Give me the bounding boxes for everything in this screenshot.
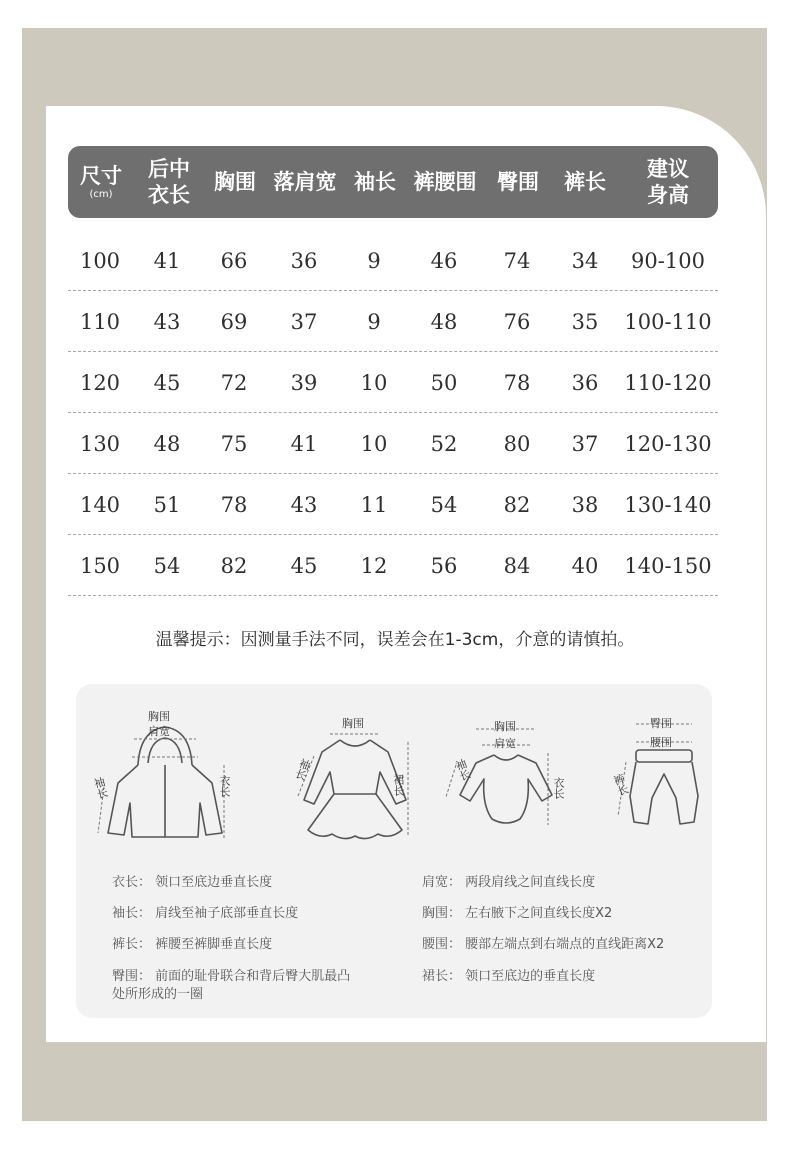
dress-chest-label: 胸围 <box>342 717 364 730</box>
cell-shoulder: 36 <box>290 248 318 273</box>
cell-pants-length: 38 <box>571 492 599 517</box>
legend-skirt: 裙长： 领口至底边的垂直长度 <box>422 969 596 984</box>
header-back-length-line2: 衣长 <box>148 183 190 207</box>
cell-pants-length: 35 <box>571 309 599 334</box>
cell-size: 150 <box>79 553 121 578</box>
cell-chest: 69 <box>220 309 248 334</box>
cell-sleeve: 9 <box>367 248 381 273</box>
table-row <box>68 535 718 596</box>
cell-size: 130 <box>79 431 121 456</box>
dress-sleeve-label: 袖长 <box>292 756 313 782</box>
cell-sleeve: 10 <box>360 370 388 395</box>
dress-figure <box>290 712 420 852</box>
cell-back-length: 43 <box>153 309 181 334</box>
header-shoulder: 落肩宽 <box>273 170 337 194</box>
header-height-line1: 建议 <box>647 157 689 181</box>
cell-sleeve: 10 <box>360 431 388 456</box>
cell-shoulder: 37 <box>290 309 318 334</box>
cell-waist: 48 <box>430 309 458 334</box>
cell-chest: 75 <box>220 431 248 456</box>
cell-sleeve: 9 <box>367 309 381 334</box>
pants-length-label: 裤长 <box>610 772 631 798</box>
cell-hip: 82 <box>503 492 531 517</box>
cell-size: 140 <box>79 492 121 517</box>
cell-size: 110 <box>79 309 121 334</box>
header-back-length <box>134 146 204 218</box>
legend-sleeve: 袖长： 肩线至袖子底部垂直长度 <box>112 906 299 921</box>
cell-size: 120 <box>79 370 121 395</box>
cell-pants-length: 36 <box>571 370 599 395</box>
cell-height: 130-140 <box>624 492 712 517</box>
cell-back-length: 54 <box>153 553 181 578</box>
cell-height: 90-100 <box>631 248 705 273</box>
cell-waist: 52 <box>430 431 458 456</box>
cell-sleeve: 11 <box>360 492 388 517</box>
jacket-shoulder-label: 肩宽 <box>148 725 170 738</box>
cell-size: 100 <box>79 248 121 273</box>
cell-shoulder: 41 <box>290 431 318 456</box>
cell-waist: 56 <box>430 553 458 578</box>
pants-hip-label: 臀围 <box>650 717 672 730</box>
cell-chest: 82 <box>220 553 248 578</box>
cell-back-length: 51 <box>153 492 181 517</box>
table-row <box>68 352 718 413</box>
legend-length: 衣长： 领口至底边垂直长度 <box>112 875 273 890</box>
legend-chest: 胸围： 左右腋下之间直线长度X2 <box>422 906 613 921</box>
cell-hip: 84 <box>503 553 531 578</box>
cell-hip: 80 <box>503 431 531 456</box>
pants-figure <box>600 712 710 832</box>
table-row <box>68 474 718 535</box>
cell-hip: 76 <box>503 309 531 334</box>
header-pants-length: 裤长 <box>564 170 606 194</box>
cell-waist: 46 <box>430 248 458 273</box>
romper-sleeve-label: 袖长 <box>452 757 473 783</box>
romper-chest-label: 胸围 <box>494 720 516 733</box>
header-height-line2: 身高 <box>647 183 689 207</box>
header-back-length-line1: 后中 <box>148 157 190 181</box>
cell-chest: 66 <box>220 248 248 273</box>
dress-skirt-label: 裙长 <box>392 774 405 796</box>
pants-waist-label: 腰围 <box>650 736 672 749</box>
cell-pants-length: 37 <box>571 431 599 456</box>
header-hip: 臀围 <box>497 170 539 194</box>
cell-waist: 50 <box>430 370 458 395</box>
header-height <box>618 146 718 218</box>
header-size-label: 尺寸 <box>80 164 122 188</box>
header-chest: 胸围 <box>214 170 256 194</box>
header-size-unit: (cm) <box>89 189 113 200</box>
cell-height: 100-110 <box>624 309 712 334</box>
cell-pants-length: 34 <box>571 248 599 273</box>
cell-back-length: 48 <box>153 431 181 456</box>
legend-shoulder: 肩宽： 两段肩线之间直线长度 <box>422 875 596 890</box>
cell-shoulder: 39 <box>290 370 318 395</box>
measurement-note: 温馨提示：因测量手法不同，误差会在1-3cm，介意的请慎拍。 <box>155 630 635 650</box>
table-row <box>68 230 718 291</box>
legend-hip: 臀围： 前面的耻骨联合和背后臀大肌最凸处所形成的一圈 <box>112 969 351 1002</box>
cell-hip: 74 <box>503 248 531 273</box>
table-header <box>68 146 718 218</box>
cell-shoulder: 45 <box>290 553 318 578</box>
cell-sleeve: 12 <box>360 553 388 578</box>
table-row <box>68 291 718 352</box>
romper-figure <box>442 715 572 835</box>
header-waist: 裤腰围 <box>413 170 477 194</box>
cell-height: 120-130 <box>624 431 712 456</box>
legend-pants-length: 裤长： 裤腰至裤脚垂直长度 <box>112 937 273 952</box>
cell-waist: 54 <box>430 492 458 517</box>
jacket-figure <box>90 705 240 845</box>
header-sleeve: 袖长 <box>354 170 396 194</box>
cell-height: 140-150 <box>624 553 712 578</box>
cell-chest: 78 <box>220 492 248 517</box>
cell-hip: 78 <box>503 370 531 395</box>
legend-waist: 腰围： 腰部左端点到右端点的直线距离X2 <box>422 937 665 952</box>
jacket-chest-label: 胸围 <box>148 710 170 723</box>
cell-back-length: 45 <box>153 370 181 395</box>
table-row <box>68 413 718 474</box>
cell-back-length: 41 <box>153 248 181 273</box>
romper-shoulder-label: 肩宽 <box>494 737 516 750</box>
header-size <box>68 146 134 218</box>
jacket-length-label: 衣长 <box>218 775 231 797</box>
cell-chest: 72 <box>220 370 248 395</box>
romper-length-label: 衣长 <box>552 777 565 799</box>
cell-shoulder: 43 <box>290 492 318 517</box>
cell-height: 110-120 <box>624 370 712 395</box>
jacket-sleeve-label: 袖长 <box>91 775 110 801</box>
cell-pants-length: 40 <box>571 553 599 578</box>
